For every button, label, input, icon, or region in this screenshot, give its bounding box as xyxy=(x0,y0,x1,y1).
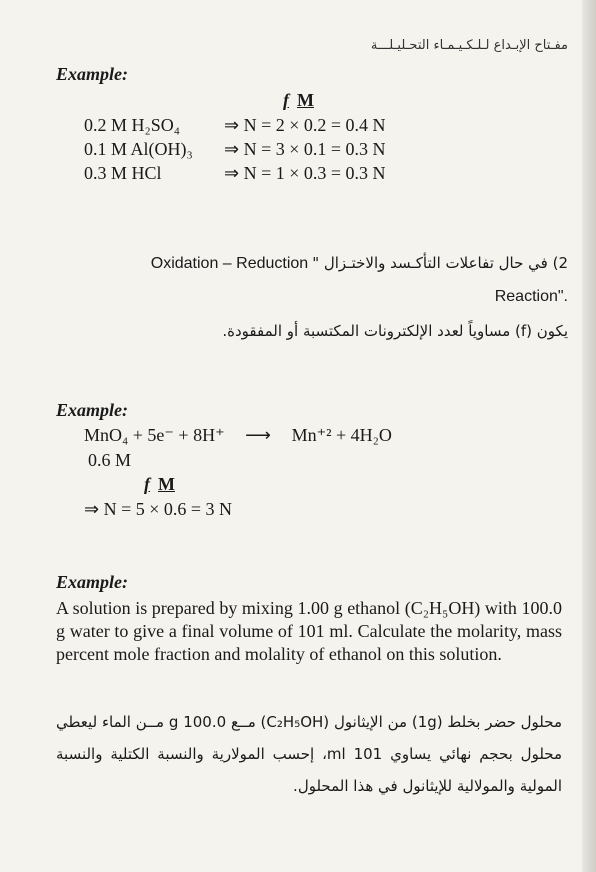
row-left: 0.1 M Al(OH)₃ xyxy=(84,139,193,159)
redox-line-1-arabic: 2) في حال تفاعلات التأكـسد والاختـزال " xyxy=(312,254,568,272)
row-left: 0.2 M H₂SO₄ xyxy=(84,115,181,135)
redox-line-1 xyxy=(151,254,568,273)
m-symbol: M xyxy=(158,474,175,494)
example-1-row xyxy=(84,115,386,136)
arrow-icon: ⟶ xyxy=(245,425,271,445)
redox-line-3: يكون (f) مساوياً لعدد الإلكترونات المكتسبة أو المفقودة. xyxy=(222,322,568,340)
example-2-label: Example: xyxy=(56,400,128,420)
example-2-f-m-heading xyxy=(144,474,175,495)
reaction-left: MnO₄ + 5e⁻ + 8H⁺ xyxy=(84,425,225,445)
example-3-arabic-text: محلول حضر بخلط (1g) من الإيثانول (C₂H₅OH) مــع 100.0 g مــن الماء ليعطي محلول بحجم نهائي يساوي 101 ml، إحسب المولارية والنسبة الكتلية والنسبة المولية والمولالية للإيثانول في هذا المحلول. xyxy=(56,713,562,795)
row-right: ⇒ N = 1 × 0.3 = 0.3 N xyxy=(224,163,386,183)
row-right: ⇒ N = 2 × 0.2 = 0.4 N xyxy=(224,115,386,135)
reaction-right: Mn⁺² + 4H₂O xyxy=(291,425,392,445)
page-edge-shadow xyxy=(582,0,596,872)
row-left: 0.3 M HCl xyxy=(84,163,162,183)
reaction-equation xyxy=(84,425,392,446)
example-1-row xyxy=(84,163,386,184)
f-symbol: f xyxy=(144,474,150,494)
example-1-label: Example: xyxy=(56,64,128,84)
example-2-result: ⇒ N = 5 × 0.6 = 3 N xyxy=(84,499,233,519)
example-1-f-m-heading xyxy=(283,90,314,111)
running-header: مفـتاح الإبـداع لـلـكـيـمـاء التحـليـلـــة xyxy=(370,38,568,53)
example-1-row xyxy=(84,139,386,160)
example-3-text: A solution is prepared by mixing 1.00 g ethanol (C₂H₅OH) with 100.0 g water to give a final volume of 101 ml. Calculate the molarity, mass percent mole fraction and molality of ethanol on this solution. xyxy=(56,598,562,664)
f-symbol: f xyxy=(283,90,289,110)
redox-line-2: ."Reaction xyxy=(494,288,568,305)
m-symbol: M xyxy=(297,90,314,110)
concentration: 0.6 M xyxy=(88,450,132,470)
example-3-label: Example: xyxy=(56,572,128,592)
redox-line-1-english: Oxidation – Reduction xyxy=(150,255,309,272)
row-right: ⇒ N = 3 × 0.1 = 0.3 N xyxy=(224,139,386,159)
